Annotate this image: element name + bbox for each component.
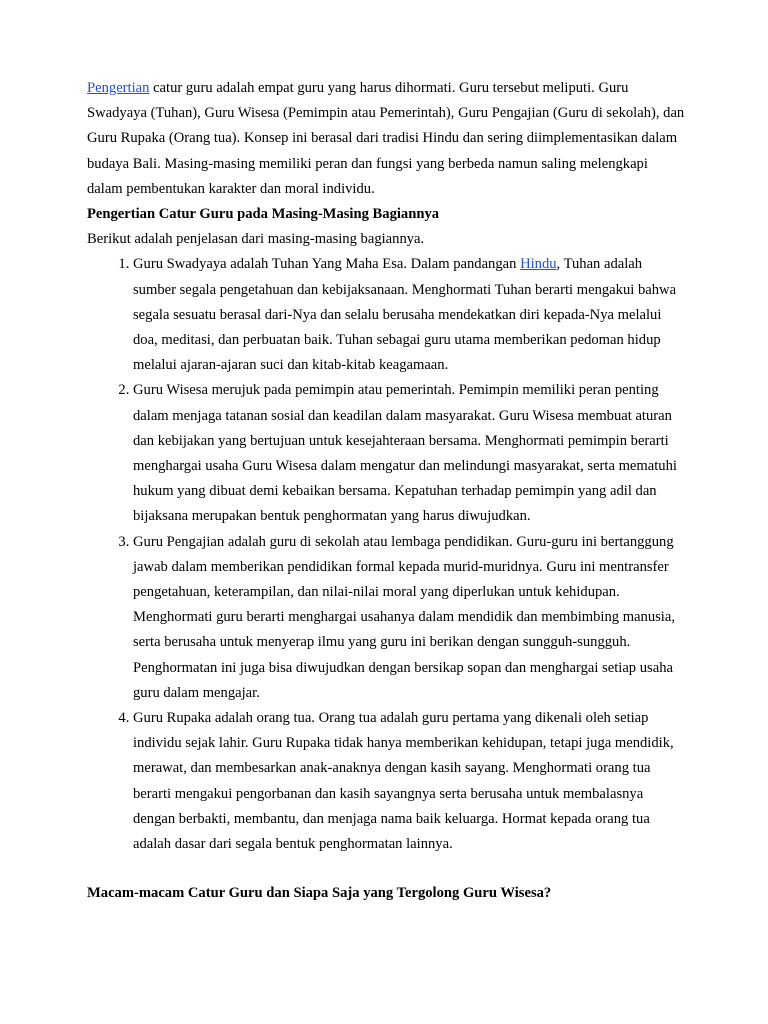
list-item-text: , Tuhan adalah sumber segala pengetahuan dan kebijaksanaan. Menghormati Tuhan berarti mengakui bahwa segala sesuatu berasal dari-Nya dan selalu berusaha mendekatkan diri kepada-Nya melalui doa, meditasi, dan perbuatan baik. Tuhan sebagai guru utama memberikan pedoman hidup melalui ajaran-ajaran suci dan kitab-kitab keagamaan. <box>133 256 677 374</box>
pengertian-link[interactable]: Pengertian <box>87 80 150 96</box>
list-item-swadyaya <box>133 252 687 378</box>
list-item-text: Guru Swadyaya adalah Tuhan Yang Maha Esa. Dalam pandangan <box>133 256 521 273</box>
catur-guru-list <box>87 252 687 857</box>
list-item-rupaka <box>133 706 687 857</box>
section-lead: Berikut adalah penjelasan dari masing-masing bagiannya. <box>87 231 425 248</box>
list-item-pengajian <box>133 530 687 706</box>
intro-paragraph <box>87 76 687 202</box>
section-heading-pengertian: Pengertian Catur Guru pada Masing-Masing Bagiannya <box>87 206 440 223</box>
intro-text: catur guru adalah empat guru yang harus dihormati. Guru tersebut meliputi. Guru Swadyaya (Tuhan), Guru Wisesa (Pemimpin atau Pemerintah), Guru Pengajian (Guru di sekolah), dan Guru Rupaka (Orang tua). Konsep ini berasal dari tradisi Hindu dan sering diimplementasikan dalam budaya Bali. Masing-masing memiliki peran dan fungsi yang berbeda namun saling melengkapi dalam pembentukan karakter dan moral individu. <box>87 80 685 197</box>
list-item-text: Guru Rupaka adalah orang tua. Orang tua adalah guru pertama yang dikenali oleh setiap individu sejak lahir. Guru Rupaka tidak hanya memberikan kehidupan, tetapi juga mendidik, merawat, dan membesarkan anak-anaknya dengan kasih sayang. Menghormati orang tua berarti mengakui pengorbanan dan kasih sayangnya serta berusaha untuk membalasnya dengan berbakti, membantu, dan menjaga nama baik keluarga. Hormat kepada orang tua adalah dasar dari segala bentuk penghormatan lainnya. <box>133 710 674 853</box>
list-item-text: Guru Pengajian adalah guru di sekolah atau lembaga pendidikan. Guru-guru ini bertanggung jawab dalam memberikan pendidikan formal kepada murid-muridnya. Guru ini mentransfer pengetahuan, keterampilan, dan nilai-nilai moral yang diperlukan untuk kehidupan. Menghormati guru berarti menghargai usahanya dalam mendidik dan membimbing manusia, serta berusaha untuk menyerap ilmu yang guru ini berikan dengan sungguh-sungguh. Penghormatan ini juga bisa diwujudkan dengan bersikap sopan dan menghargai setiap usaha guru dalam mengajar. <box>133 533 675 701</box>
hindu-link[interactable]: Hindu <box>520 256 557 273</box>
section-heading-macam: Macam-macam Catur Guru dan Siapa Saja yang Tergolong Guru Wisesa? <box>87 885 552 902</box>
list-item-wisesa <box>133 378 687 529</box>
list-item-text: Guru Wisesa merujuk pada pemimpin atau pemerintah. Pemimpin memiliki peran penting dalam menjaga tatanan sosial dan keadilan dalam masyarakat. Guru Wisesa membuat aturan dan kebijakan yang bertujuan untuk kesejahteraan bersama. Menghormati pemimpin berarti menghargai usaha Guru Wisesa dalam mengatur dan melindungi masyarakat, serta mematuhi hukum yang dibuat demi kebaikan bersama. Kepatuhan terhadap pemimpin yang adil dan bijaksana merupakan bentuk penghormatan yang harus diwujudkan. <box>133 382 677 525</box>
document-page <box>87 76 687 907</box>
